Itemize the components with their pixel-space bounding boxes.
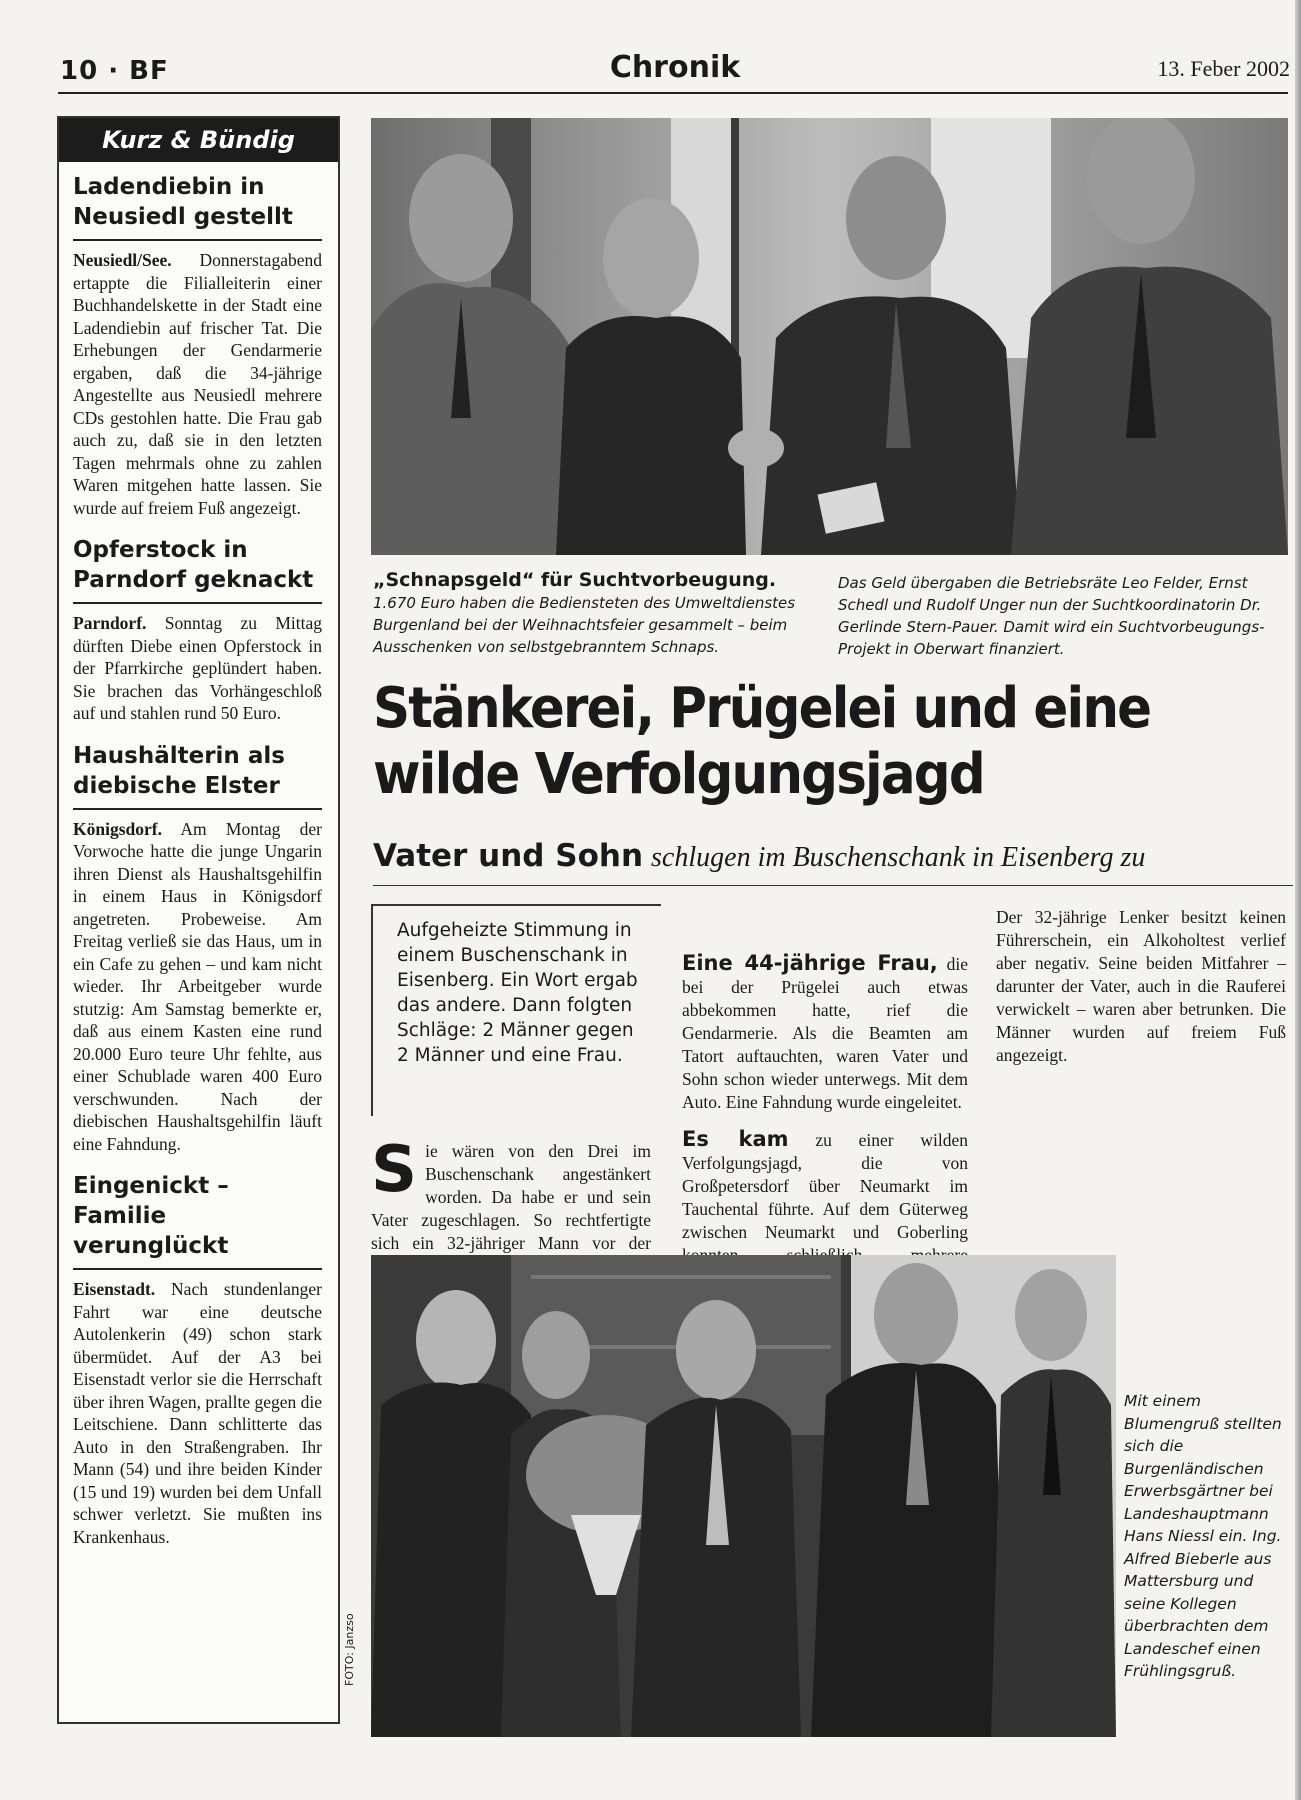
brief-dateline: Neusiedl/See. bbox=[73, 250, 172, 270]
top-photo-caption-left bbox=[373, 568, 823, 658]
top-photo-caption-right: Das Geld übergaben die Betriebsräte Leo Felder, Ernst Schedl und Rudolf Unger nun der Suchtkoordinatorin Dr. Gerlinde Stern-Pauer. Damit wird ein Suchtvorbeugungs-Projekt in Oberwart finanziert. bbox=[838, 574, 1265, 658]
brief-text bbox=[73, 249, 322, 519]
run-in-heading: Eine 44-jährige Frau, bbox=[682, 951, 938, 975]
brief-body: Donnerstagabend ertappte die Filialleiterin einer Buchhandelskette in der Stadt eine Ladendiebin auf frischer Tat. Die Erhebungen der Gendarmerie ergaben, daß die 34-jährige Angestellte aus Neusiedl mehrere CDs gestohlen hatte. Die Frau gab auch zu, daß sie in den letzten Tagen mehrmals ohne zu zahlen Waren mitgehen hatte lassen. Sie wurde auf freiem Fuß angezeigt. bbox=[73, 250, 322, 518]
header-rule bbox=[58, 92, 1288, 94]
article-headline: Stänkerei, Prügelei und eine wilde Verfolgungsjagd bbox=[373, 676, 1151, 807]
caption-headline: „Schnapsgeld“ für Suchtvorbeugung. bbox=[373, 569, 777, 591]
brief-body: Am Montag der Vorwoche hatte die junge Ungarin ihren Dienst als Haushaltsgehilfin in einem Haus in Königsdorf angetreten. Probeweise. Am Freitag verließ sie das Haus, um in ein Cafe zu gehen – und kam nicht wieder. Ihr Arbeitgeber wurde stutzig: Am Samstag bemerkte er, daß aus einem Kasten eine rund 20.000 Euro teure Uhr fehlte, aus einer Schublade waren 400 Euro verschwunden. Nach der diebischen Haushaltsgehilfin läuft eine Fahndung. bbox=[73, 818, 322, 1154]
article-paragraph: Der 32-jährige Lenker besitzt keinen Führerschein, ein Alkoholtest verlief aber negativ. Seine beiden Mitfahrer – darunter der Vater, auch in die Rauferei verwickelt – waren aber betrunken. Die Männer wurden auf freiem Fuß angezeigt. bbox=[996, 907, 1286, 1065]
subhead-rule bbox=[373, 885, 1293, 886]
paragraph-gap bbox=[682, 1114, 968, 1128]
brief-dateline: Königsdorf. bbox=[73, 818, 162, 839]
page-edge-shadow bbox=[1295, 0, 1301, 1800]
top-photo bbox=[371, 118, 1288, 555]
caption-body: 1.670 Euro haben die Bediensteten des Umweltdienstes Burgenland bei der Weihnachtsfeier gesammelt – beim Ausschenken von selbstgebranntem Schnaps. bbox=[373, 594, 796, 656]
brief-item bbox=[73, 172, 322, 519]
photo-credit: FOTO: Janzso bbox=[343, 1613, 356, 1686]
section-title: Chronik bbox=[609, 50, 741, 85]
article-paragraph bbox=[682, 952, 968, 1114]
run-in-heading: Es kam bbox=[682, 1127, 789, 1151]
page-number: 10 · BF bbox=[60, 56, 169, 86]
brief-text bbox=[73, 612, 322, 725]
issue-date: 13. Feber 2002 bbox=[1157, 56, 1290, 81]
paragraph-text: zu einer wilden Verfolgungsjagd, die von Großpetersdorf über Neumarkt im Tauchental führte. Auf dem Güterweg zwischen Neumarkt und Goberling bbox=[682, 1130, 968, 1242]
brief-headline: Eingenickt – Familie verunglückt bbox=[73, 1171, 322, 1270]
brief-item bbox=[73, 1171, 322, 1548]
brief-item bbox=[73, 535, 322, 725]
brief-dateline: Eisenstadt. bbox=[73, 1279, 156, 1299]
brief-body: Nach stundenlanger Fahrt war eine deutsche Autolenkerin (49) schon stark übermüdet. Auf der A3 bei Eisenstadt verlor sie die Herrschaft über ihren Wagen, prallte gegen die Leitschiene. Dann schlitterte das Auto in den Straßengraben. Ihr Mann (54) und ihre beiden Kinder (15 und 19) wurden bei dem Unfall schwer verletzt. Sie mußten ins Krankenhaus. bbox=[73, 1279, 322, 1547]
article-column-2 bbox=[682, 906, 968, 1313]
brief-text bbox=[73, 818, 322, 1156]
subhead-bold: Vater und Sohn bbox=[373, 838, 644, 874]
brief-item bbox=[73, 741, 322, 1156]
sidebar-title: Kurz & Bündig bbox=[59, 118, 338, 162]
article-lead: Aufgeheizte Stimmung in einem Buschenschank in Eisenberg. Ein Wort ergab das andere. Dann folgten Schläge: 2 Männer gegen 2 Männer und eine Frau. bbox=[371, 904, 661, 1116]
brief-headline: Opferstock in Parndorf geknackt bbox=[73, 535, 322, 604]
bottom-photo bbox=[371, 1255, 1116, 1737]
brief-headline: Ladendiebin in Neusiedl gestellt bbox=[73, 172, 322, 241]
article-subheadline bbox=[373, 838, 1293, 874]
drop-cap: S bbox=[371, 1133, 418, 1207]
paragraph-text: die bei der Prügelei auch etwas abbekommen hatte, rief die Gendarmerie. Als die Beamten am Tatort auftauchten, waren Vater und Sohn schon wieder unterwegs. Mit dem Auto. Eine Fahndung wurde eingeleitet. bbox=[682, 954, 968, 1112]
brief-headline: Haushälterin als diebische Elster bbox=[73, 741, 322, 810]
subhead-italic: schlugen im Buschenschank in Eisenberg zu bbox=[651, 842, 1146, 873]
brief-dateline: Parndorf. bbox=[73, 613, 147, 633]
bottom-photo-caption: Mit einem Blumengruß stellten sich die Burgenländischen Erwerbsgärtner bei Landeshauptmann Hans Niessl ein. Ing. Alfred Bieberle aus Mattersburg und seine Kollegen überbrachten dem Landeschef einen Frühlingsgruß. bbox=[1124, 1392, 1282, 1680]
brief-text bbox=[73, 1278, 322, 1548]
news-briefs-sidebar bbox=[57, 116, 340, 1724]
article-column-3 bbox=[996, 906, 1286, 1067]
paragraph-text: ie wären von den Drei im Buschenschank angestänkert worden. Da habe er und sein Vater zugeschlagen. So rechtfertigte sich ein 32-jähriger Mann vor der bbox=[371, 1141, 651, 1253]
brief-body: Sonntag zu Mittag dürften Diebe einen Opferstock in der Pfarrkirche geplündert haben. Sie brachen das Vorhängeschloß auf und stahlen rund 50 Euro. bbox=[73, 613, 322, 723]
